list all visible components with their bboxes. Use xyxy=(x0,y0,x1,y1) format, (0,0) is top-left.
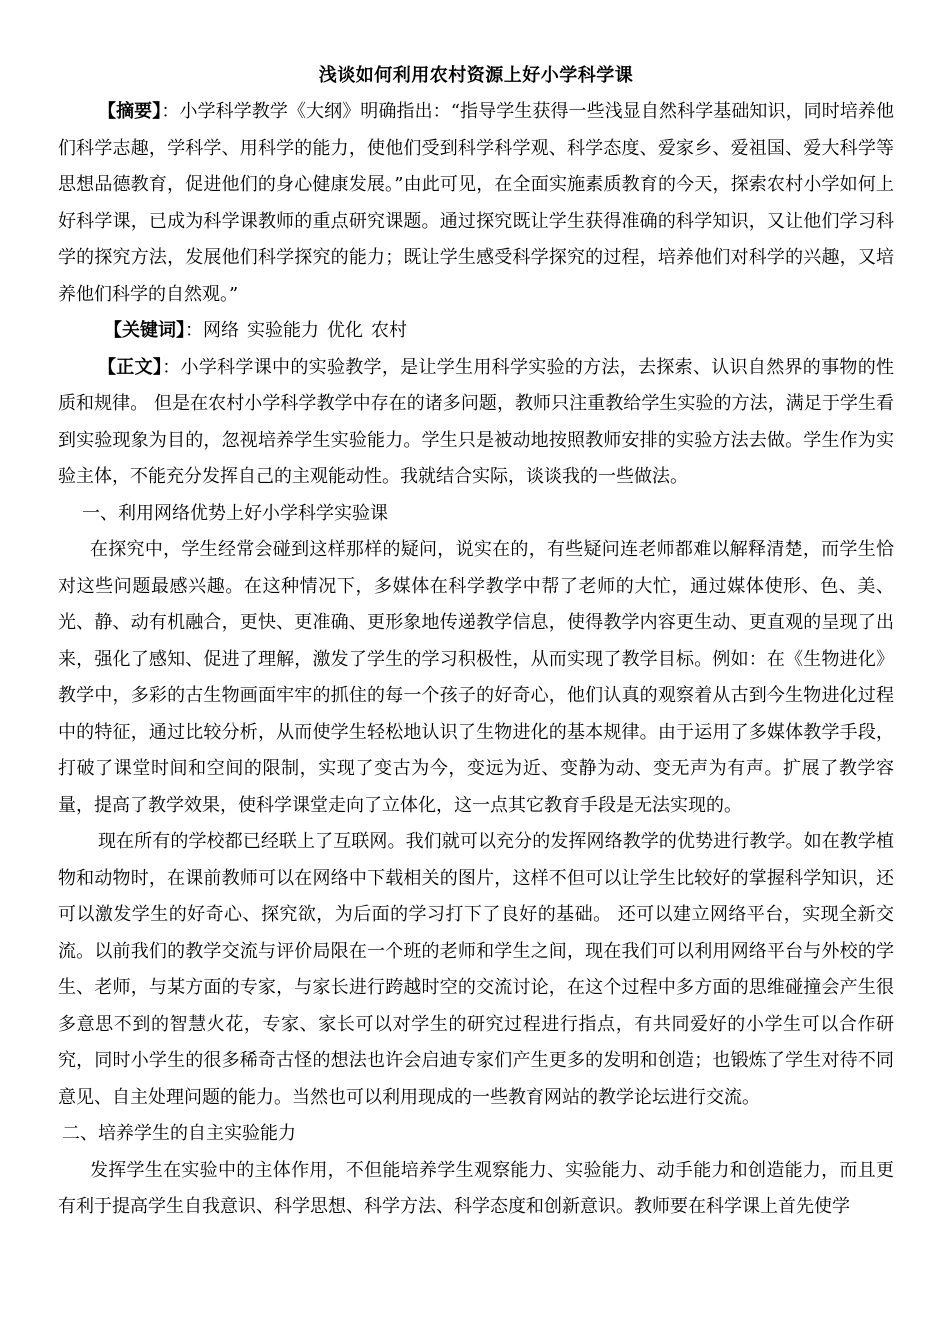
keywords-tag: 【关键词】 xyxy=(104,320,185,341)
document-page xyxy=(58,58,894,1226)
section1-paragraph: 在探究中，学生经常会碰到这样那样的疑问，说实在的，有些疑问连老师都难以解释清楚，而学生恰对这些问题最感兴趣。在这种情况下，多媒体在科学教学中帮了老师的大忙，通过媒体使形、色、美、光、静、动有机融合，更快、更准确、更形象地传递教学信息，使得教学内容更生动、更直观的呈现了出来，强化了感知、促进了理解，激发了学生的学习积极性，从而实现了教学目标。例如：在《生物进化》教学中，多彩的古生物画面牢牢的抓住的每一个孩子的好奇心，他们认真的观察着从古到今生物进化过程中的特征，通过比较分析，从而使学生轻松地认识了生物进化的基本规律。由于运用了多媒体教学手段，打破了课堂时间和空间的限制，实现了变古为今，变远为近、变静为动、变无声为有声。扩展了教学容量，提高了教学效果，使科学课堂走向了立体化，这一点其它教育手段是无法实现的。 xyxy=(58,539,894,816)
keywords-paragraph xyxy=(58,313,894,350)
body-text: ：小学科学课中的实验教学，是让学生用科学实验的方法，去探索、认识自然界的事物的性质和规律。 但是在农村小学科学教学中存在的诸多问题，教师只注重教给学生实验的方法，满足于学生看到实验现象为目的，忽视培养学生实验能力。学生只是被动地按照教师安排的实验方法去做。学生作为实验主体，不能充分发挥自己的主观能动性。我就结合实际，谈谈我的一些做法。 xyxy=(58,356,895,487)
abstract-text: ：小学科学教学《大纲》明确指出：“指导学生获得一些浅显自然科学基础知识，同时培养他们科学志趣，学科学、用科学的能力，使他们受到科学科学观、科学态度、爱家乡、爱祖国、爱大科学等思想品德教育，促进他们的身心健康发展。”由此可见，在全面实施素质教育的今天，探索农村小学如何上好科学课，已成为科学课教师的重点研究课题。通过探究既让学生获得准确的科学知识，又让他们学习科学的探究方法，发展他们科学探究的能力；既让学生感受科学探究的过程，培养他们对科学的兴趣，又培养他们科学的自然观。” xyxy=(58,101,895,305)
keyword-item: 优化 xyxy=(327,320,363,341)
keywords-separator: ： xyxy=(185,320,203,341)
body-tag: 【正文】 xyxy=(98,356,163,378)
section2-paragraph: 发挥学生在实验中的主体作用，不但能培养学生观察能力、实验能力、动手能力和创造能力，而且更有利于提高学生自我意识、科学思想、科学方法、科学态度和创新意识。教师要在科学课上首先使学 xyxy=(58,1159,894,1217)
section1-paragraph: 现在所有的学校都已经联上了互联网。我们就可以充分的发挥网络教学的优势进行教学。如在教学植物和动物时，在课前教师可以在网络中下载相关的图片，这样不但可以让学生比较好的掌握科学知识，还可以激发学生的好奇心、探究欲，为后面的学习打下了良好的基础。 还可以建立网络平台，实现全新交流。以前我们的教学交流与评价局限在一个班的老师和学生之间，现在我们可以利用网络平台与外校的学生、老师，与某方面的专家，与家长进行跨越时空的交流讨论，在这个过程中多方面的思维碰撞会产生很多意思不到的智慧火花，专家、家长可以对学生的研究过程进行指点，有共同爱好的小学生可以合作研究，同时小学生的很多稀奇古怪的想法也许会启迪专家们产生更多的发明和创造；也锻炼了学生对待不同意见、自主处理问题的能力。当然也可以利用现成的一些教育网站的教学论坛进行交流。 xyxy=(58,831,894,1108)
keyword-item: 网络 xyxy=(203,320,239,341)
section2-heading: 二、培养学生的自主实验能力 xyxy=(62,1123,296,1144)
keyword-item: 农村 xyxy=(371,320,407,341)
document-title: 浅谈如何利用农村资源上好小学科学课 xyxy=(318,65,634,86)
body-paragraph xyxy=(58,350,894,496)
keyword-item: 实验能力 xyxy=(247,320,319,341)
abstract-tag: 【摘要】 xyxy=(98,101,162,122)
abstract-paragraph xyxy=(58,94,894,313)
section1-heading: 一、利用网络优势上好小学科学实验课 xyxy=(82,502,388,524)
